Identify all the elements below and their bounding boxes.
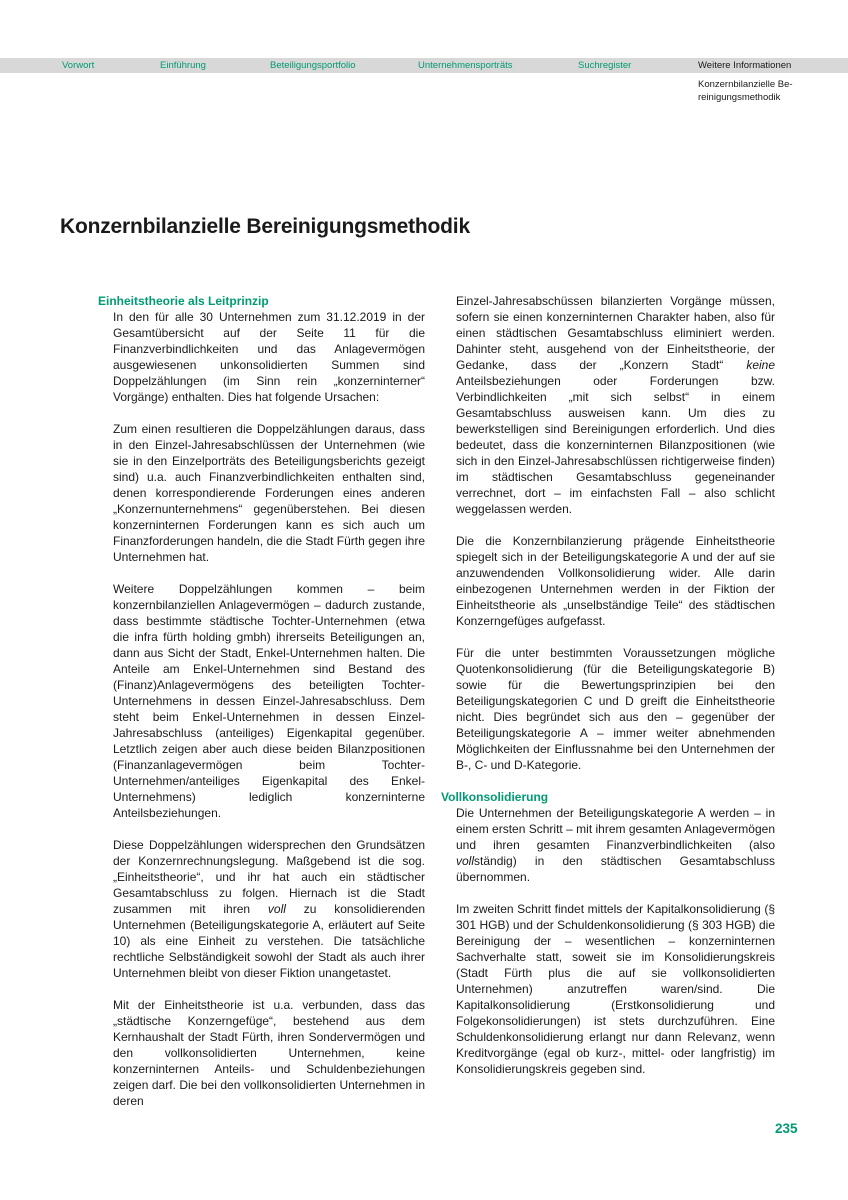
section-heading-vollkonsolidierung: Vollkonsolidierung [441,790,549,804]
nav-item-weitere-informationen[interactable]: Weitere Informationen [698,60,792,71]
nav-item-unternehmensportraets[interactable]: Unternehmensporträts [418,60,513,71]
paragraph: Die Unternehmen der Beteiligungskategorie A werden – in einem ersten Schritt – mit ihrem gesamten Anlagevermögen und ihren gesamten Finanzverbindlichkeiten (also vollständig) in den städtischen Gesamtabschluss übernommen. [456,806,775,884]
nav-item-vorwort[interactable]: Vorwort [62,60,95,71]
section-heading-einheitstheorie: Einheitstheorie als Leitprinzip [98,294,269,308]
nav-item-suchregister[interactable]: Suchregister [578,60,632,71]
nav-item-beteiligungsportfolio[interactable]: Beteiligungsportfolio [270,60,356,71]
right-column [441,293,775,1077]
nav-item-einfuehrung[interactable]: Einführung [160,60,206,71]
paragraph: Für die unter bestimmten Voraussetzungen mögliche Quotenkonsolidierung (für die Beteiligungskategorie B) sowie für die Bewertungsprinzipien bei den Beteiligungskategorien C und D greift die Einheitstheorie nicht. Dies begründet sich aus den – gegenüber der Beteiligungskategorie A – immer weiter abnehmenden Möglichkeiten der Einflussnahme bei den Unternehmen der B-, C- und D-Kategorie. [456,646,775,772]
paragraph: Im zweiten Schritt findet mittels der Kapitalkonsolidierung (§ 301 HGB) und der Schuldenkonsolidierung (§ 303 HGB) die Bereinigung der – wesentlichen – konzerninternen Sachverhalte statt, soweit sie im Konsolidierungskreis (Stadt Fürth plus die auf sie vollkonsolidierten Unternehmen) anzutreffen waren/sind. Die Kapitalkonsolidierung (Erstkonsolidierung und Folgekonsolidierungen) ist stets durchzuführen. Eine Schuldenkonsolidierung erlangt nur dann Relevanz, wenn Kreditvorgänge (egal ob kurz-, mittel- oder langfristig) im Konsolidierungskreis gegeben sind. [456,902,775,1076]
current-chapter-note-line1: Konzernbilanzielle Be- [698,79,793,90]
paragraph: Die die Konzernbilanzierung prägende Einheitstheorie spiegelt sich in der Beteiligungskategorie A und der auf sie anzuwendenden Vollkonsolidierung wider. Alle darin einbezogenen Unternehmen werden in der Fiktion der Einheitstheorie als „unselbständige Teile“ des städtischen Konzerngefüges aufgefasst. [456,534,775,628]
paragraph: Einzel-Jahresabschüssen bilanzierten Vorgänge müssen, sofern sie einen konzerninternen Charakter haben, also für einen städtischen Gesamtabschluss eliminiert werden. Dahinter steht, ausgehend von der Einheitstheorie, der Gedanke, dass der „Konzern Stadt“ keine Anteilsbeziehungen oder Forderungen bzw. Verbindlichkeiten „mit sich selbst“ in einem Gesamtabschluss ausweisen kann. Um dies zu bewerkstelligen sind Bereinigungen erforderlich. Und dies bedeutet, dass die konzerninternen Bilanzpositionen (wie sich in den Einzel-Jahresabschlüssen richtigerweise finden) im städtischen Gesamtabschluss gegeneinander verrechnet, dort – im einfachsten Fall – also schlicht weggelassen werden. [456,294,775,516]
left-column [98,293,425,1109]
paragraph: Zum einen resultieren die Doppelzählungen daraus, dass in den Einzel-Jahresabschlüssen der Unternehmen (wie sie in den Einzelporträts des Beteiligungsberichts gezeigt sind) u.a. auch Finanzverbindlichkeiten enthalten sind, denen korrespondierende Forderungen eines anderen „Konzernunternehmens“ gegenüberstehen. Bei diesen konzerninternen Forderungen kann es sich auch um Finanzforderungen handeln, die die Stadt Fürth gegen ihre Unternehmen hat. [113,422,425,564]
page-title: Konzernbilanzielle Bereinigungsmethodik [60,215,470,239]
paragraph: Weitere Doppelzählungen kommen – beim konzernbilanziellen Anlagevermögen – dadurch zustande, dass bestimmte städtische Tochter-Unternehmen (etwa die infra fürth holding gmbh) ihrerseits Beteiligungen an, dann aus Sicht der Stadt, Enkel-Unternehmen halten. Die Anteile am Enkel-Unternehmen sind Bestand des (Finanz)Anlagevermögens des beteiligten Tochter-Unternehmens in dessen Einzel-Jahresabschluss. Dem steht beim Enkel-Unternehmen in dessen Einzel-Jahresabschluss (anteiliges) Eigenkapital gegenüber. Letztlich zeigen aber auch diese beiden Bilanzpositionen (Finanzanlagevermögen beim Tochter-Unternehmen/anteiliges Eigenkapital des Enkel-Unternehmens) lediglich konzerninterne Anteilsbeziehungen. [113,582,425,820]
current-chapter-note-line2: reinigungsmethodik [698,91,781,103]
current-chapter-note [698,79,793,104]
paragraph: Diese Doppelzählungen widersprechen den Grundsätzen der Konzernrechnungslegung. Maßgebend ist die sog. „Einheitstheorie“, und ihr hat auch ein städtischer Gesamtabschluss zu folgen. Hiernach ist die Stadt zusammen mit ihren voll zu konsolidierenden Unternehmen (Beteiligungskategorie A, erläutert auf Seite 10) als eine Einheit zu verstehen. Die tatsächliche rechtliche Selbständigkeit sowohl der Stadt als auch ihrer Unternehmen bleibt von dieser Fiktion unangetastet. [113,838,425,980]
top-nav-bar [0,58,848,73]
page-number: 235 [775,1121,798,1136]
paragraph: Mit der Einheitstheorie ist u.a. verbunden, dass das „städtische Konzerngefüge“, bestehend aus dem Kernhaushalt der Stadt Fürth, ihren Sondervermögen und den vollkonsolidierten Unternehmen, keine konzerninternen Anteils- und Schuldenbeziehungen zeigen darf. Die bei den vollkonsolidierten Unternehmen in deren [113,998,425,1108]
paragraph: In den für alle 30 Unternehmen zum 31.12.2019 in der Gesamtübersicht auf der Seite 11 für die Finanzverbindlichkeiten und das Anlagevermögen ausgewiesenen unkonsolidierten Summen sind Doppelzählungen (im Sinn rein „konzerninterner“ Vorgänge) enthalten. Dies hat folgende Ursachen: [113,310,425,404]
